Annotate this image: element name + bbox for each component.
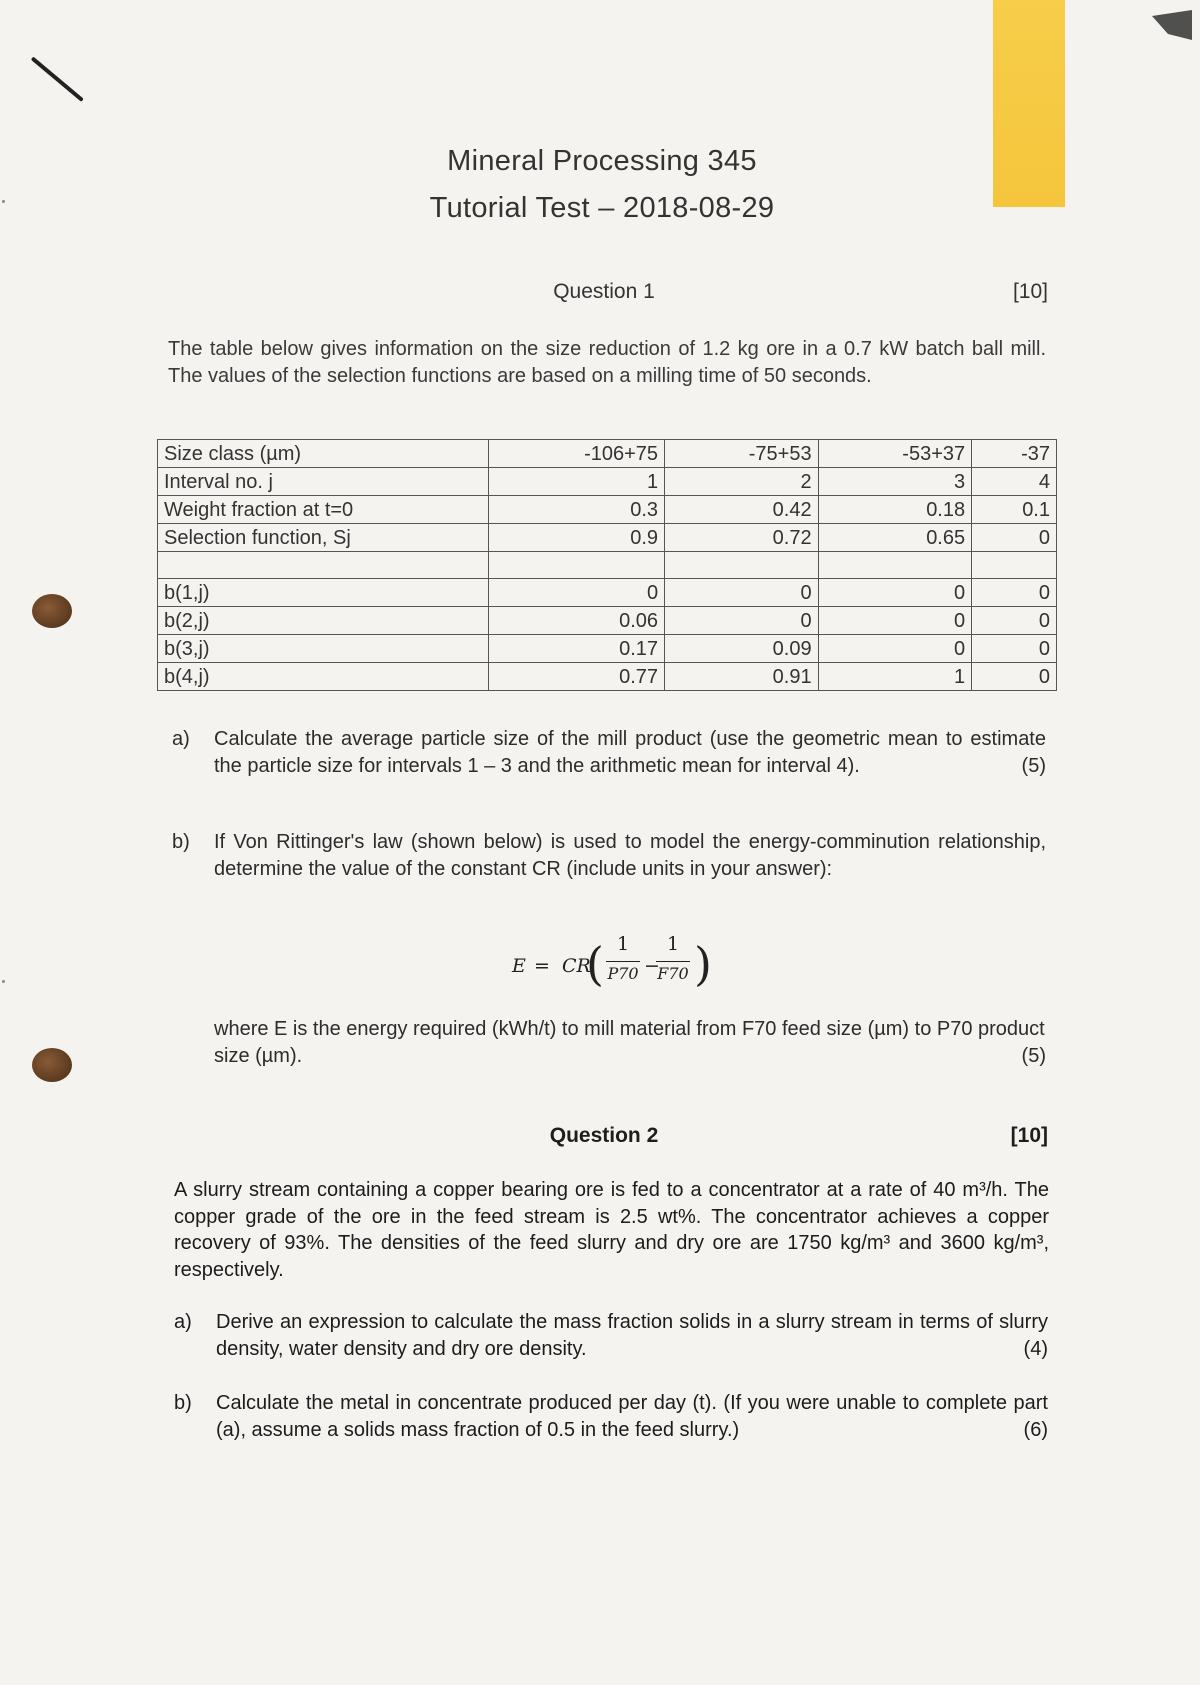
table-cell: 0: [665, 607, 819, 635]
part-label: b): [174, 1392, 192, 1414]
question-2-intro: A slurry stream containing a copper bearing ore is fed to a concentrator at a rate of 40 m³/h. The copper grade of the ore in the feed stream is 2.5 wt%. The concentrator achieves a copper recovery of 93%. The densities of the feed slurry and dry ore are 1750 kg/m³ and 3600 kg/m³, respectively.: [174, 1179, 1049, 1281]
table-cell: -37: [972, 440, 1057, 468]
table-row: [158, 440, 1057, 468]
table-cell: 4: [972, 468, 1057, 496]
table-spacer-row: [158, 552, 1057, 579]
part-b-text: Calculate the metal in concentrate produced per day (t). (If you were unable to complete part (a), assume a solids mass fraction of 0.5 in the feed slurry.): [216, 1392, 1048, 1441]
row-label: Selection function, Sj: [158, 524, 489, 552]
test-title: Tutorial Test – 2018-08-29: [429, 192, 775, 224]
table-row: [158, 635, 1057, 663]
fraction-numerator: 1: [616, 933, 630, 955]
table-row: [158, 496, 1057, 524]
row-label: Size class (µm): [158, 440, 489, 468]
formula-energy-symbol: E: [512, 955, 526, 977]
formula-explanation: [214, 1016, 1046, 1070]
question-1-part-a: [172, 726, 1046, 780]
corner-clip: [1152, 10, 1192, 40]
part-a-text: Calculate the average particle size of the mill product (use the geometric mean to estimate the particle size for intervals 1 – 3 and the arithmetic mean for interval 4).: [214, 728, 1046, 777]
row-label: b(2,j): [158, 607, 489, 635]
table-cell: 0: [972, 663, 1057, 691]
table-cell: 0.77: [489, 663, 665, 691]
row-label: b(4,j): [158, 663, 489, 691]
punch-hole: [32, 1048, 72, 1082]
question-1-marks: [10]: [1012, 280, 1048, 303]
table-row: [158, 579, 1057, 607]
fraction-feed: [654, 933, 692, 983]
row-label: Weight fraction at t=0: [158, 496, 489, 524]
table-row: [158, 468, 1057, 496]
table-row: [158, 607, 1057, 635]
table-cell: 1: [489, 468, 665, 496]
formula-constant: CR: [562, 955, 591, 977]
fraction-denominator: F70: [657, 964, 689, 983]
fraction-denominator: P70: [607, 964, 639, 983]
table-cell: 1: [818, 663, 972, 691]
where-text: where E is the energy required (kWh/t) to mill material from F70 feed size (µm) to P70 product size (µm).: [214, 1018, 1045, 1067]
table-cell: 0.42: [665, 496, 819, 524]
table-cell: 0: [972, 524, 1057, 552]
row-label: b(1,j): [158, 579, 489, 607]
question-1-title: Question 1: [553, 280, 655, 303]
part-label: a): [174, 1311, 192, 1333]
fraction-numerator: 1: [666, 933, 680, 955]
table-cell: 0.72: [665, 524, 819, 552]
scan-speck: [2, 980, 5, 983]
right-parenthesis: ): [694, 937, 712, 991]
table-cell: -53+37: [818, 440, 972, 468]
table-cell: 0.06: [489, 607, 665, 635]
table-cell: 0: [818, 579, 972, 607]
table-cell: 0.91: [665, 663, 819, 691]
formula-minus: −: [644, 955, 660, 977]
question-2-part-a: [174, 1309, 1048, 1363]
pen-mark: [31, 56, 84, 101]
left-parenthesis: (: [586, 937, 604, 991]
part-label: b): [172, 831, 190, 853]
part-a-marks: (5): [1021, 755, 1046, 777]
where-marks: (5): [1021, 1045, 1046, 1067]
fraction-bar: [606, 961, 640, 962]
table-cell: 0: [818, 635, 972, 663]
question-1-intro: The table below gives information on the size reduction of 1.2 kg ore in a 0.7 kW batch ball mill. The values of the selection functions are based on a milling time of 50 seconds.: [168, 338, 1046, 387]
fraction-product: [604, 933, 642, 983]
rittinger-formula: [512, 933, 712, 997]
table-cell: 0: [489, 579, 665, 607]
table-cell: 0: [972, 579, 1057, 607]
table-cell: 0.17: [489, 635, 665, 663]
part-label: a): [172, 728, 190, 750]
question-2-marks: [10]: [1010, 1124, 1048, 1147]
part-b-text: If Von Rittinger's law (shown below) is used to model the energy-comminution relationship, determine the value of the constant CR (include units in your answer):: [214, 831, 1046, 880]
table-cell: 0: [818, 607, 972, 635]
course-title: Mineral Processing 345: [447, 145, 757, 177]
table-cell: 0.9: [489, 524, 665, 552]
table-cell: 0.3: [489, 496, 665, 524]
punch-hole: [32, 594, 72, 628]
formula-equals: =: [534, 955, 550, 977]
part-a-marks: (4): [1023, 1338, 1048, 1360]
table-cell: 0.18: [818, 496, 972, 524]
table-cell: 3: [818, 468, 972, 496]
row-label: Interval no. j: [158, 468, 489, 496]
breakage-data-table: [157, 439, 1057, 691]
table-cell: -106+75: [489, 440, 665, 468]
fraction-bar: [656, 961, 690, 962]
table-cell: 0.09: [665, 635, 819, 663]
question-2-title: Question 2: [549, 1124, 659, 1147]
table-cell: 2: [665, 468, 819, 496]
table-row: [158, 524, 1057, 552]
table-cell: 0: [972, 635, 1057, 663]
question-1-part-b: [172, 829, 1046, 883]
table-cell: 0.1: [972, 496, 1057, 524]
table-row: [158, 663, 1057, 691]
table-cell: -75+53: [665, 440, 819, 468]
table-cell: 0: [972, 607, 1057, 635]
row-label: b(3,j): [158, 635, 489, 663]
question-2-part-b: [174, 1390, 1048, 1444]
table-cell: 0.65: [818, 524, 972, 552]
table-cell: 0: [665, 579, 819, 607]
part-a-text: Derive an expression to calculate the mass fraction solids in a slurry stream in terms of slurry density, water density and dry ore density.: [216, 1311, 1048, 1360]
part-b-marks: (6): [1023, 1419, 1048, 1441]
